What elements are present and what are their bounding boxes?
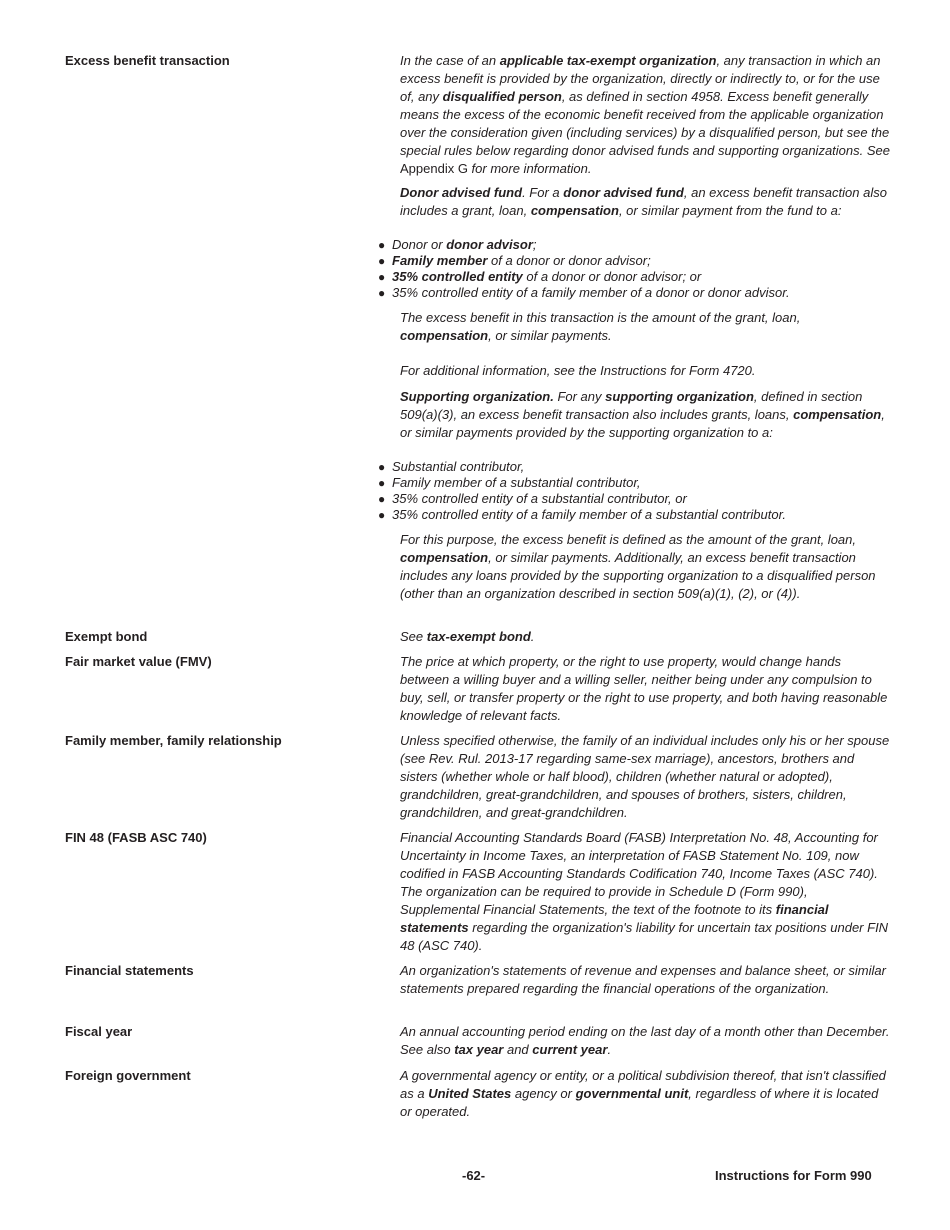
definition-exempt-bond: See tax-exempt bond.: [400, 629, 535, 644]
term-family-member: Family member, family relationship: [65, 733, 282, 748]
definition-fair-market-value: The price at which property, or the right to use property, would change hands between a willing buyer and a willing seller, neither being under any compulsion to buy, sell, or transfer property or the right to use property, and both having reasonable knowledge of relevant facts.: [400, 654, 888, 723]
list-item: ● Substantial contributor,: [378, 459, 525, 474]
list-item: ● 35% controlled entity of a substantial contributor, or: [378, 491, 687, 506]
list-item: ● 35% controlled entity of a donor or donor advisor; or: [378, 269, 702, 284]
link-tax-exempt-bond[interactable]: tax-exempt bond: [426, 629, 531, 644]
list-item: ● 35% controlled entity of a family member of a substantial contributor.: [378, 507, 787, 522]
bullet-icon: ●: [378, 270, 386, 284]
bullet-icon: ●: [378, 492, 386, 506]
bullet-icon: ●: [378, 460, 386, 474]
additional-information: For additional information, see the Instructions for Form 4720.: [400, 363, 756, 378]
list-item: ● 35% controlled entity of a family member of a donor or donor advisor.: [378, 285, 790, 300]
definition-foreign-government: A governmental agency or entity, or a political subdivision thereof, that isn't classified as a United States agency or governmental unit, regardless of where it is located or operated.: [400, 1068, 886, 1119]
supporting-organization-bullet-list: [378, 459, 898, 523]
document-title: Instructions for Form 990: [715, 1168, 872, 1183]
supporting-organization-after: For this purpose, the excess benefit is defined as the amount of the grant, loan, compensation, or similar payments. Additionally, an excess benefit transaction includes any loans provided by the supporting organization to a disqualified person (other than an organization described in section 509(a)(1), (2), or (4)).: [400, 532, 876, 601]
link-supporting-organization[interactable]: supporting organization: [605, 389, 754, 404]
definition-family-member: Unless specified otherwise, the family of an individual includes only his or her spouse (see Rev. Rul. 2013-17 regarding same-sex marriage), ancestors, brothers and sisters (whether whole or half blood), children (whether natural or adopted), grandchildren, great-grandchildren, and spouses of brothers, sisters, children, grandchildren, and great-grandchildren.: [400, 733, 890, 820]
donor-advised-fund-heading: Donor advised fund: [400, 185, 523, 200]
link-compensation[interactable]: compensation: [530, 203, 619, 218]
excess-benefit-paragraph: In the case of an applicable tax-exempt organization, any transaction in which an excess benefit is provided by the organization, directly or indirectly to, or for the use of, any disqualified person, as defined in section 4958. Excess benefit generally means the excess of the economic benefit received from the applicable organization over the consideration given (including services) by a disqualified person, but see the special rules below regarding donor advised funds and supporting organizations. See Appendix G for more information.: [400, 53, 890, 176]
link-appendix-g[interactable]: Appendix G: [400, 161, 468, 176]
bullet-icon: ●: [378, 254, 386, 268]
list-item: ● Donor or donor advisor;: [378, 237, 537, 252]
definition-excess-benefit: [400, 52, 890, 178]
term-fiscal-year: Fiscal year: [65, 1024, 133, 1039]
donor-advised-fund-intro: Donor advised fund. For a donor advised fund, an excess benefit transaction also includes a grant, loan, compensation, or similar payment from the fund to a:: [400, 185, 887, 218]
term-fair-market-value: Fair market value (FMV): [65, 654, 212, 669]
page-number: -62-: [462, 1168, 486, 1183]
donor-advised-fund-after: The excess benefit in this transaction is the amount of the grant, loan, compensation, or similar payments.: [400, 310, 801, 343]
bullet-icon: ●: [378, 238, 386, 252]
term-fin-48: FIN 48 (FASB ASC 740): [65, 830, 207, 845]
link-compensation[interactable]: compensation: [793, 407, 882, 422]
definition-financial-statements: An organization's statements of revenue and expenses and balance sheet, or similar statements prepared regarding the financial operations of the organization.: [400, 963, 886, 996]
term-excess-benefit-transaction: Excess benefit transaction: [65, 53, 230, 68]
definition-fiscal-year: An annual accounting period ending on the last day of a month other than December. See also tax year and current year.: [400, 1024, 890, 1057]
term-financial-statements: Financial statements: [65, 963, 194, 978]
link-applicable-tax-exempt-organization[interactable]: applicable tax-exempt organization: [499, 53, 717, 68]
link-family-member[interactable]: Family member: [392, 253, 488, 268]
definition-fin-48: Financial Accounting Standards Board (FASB) Interpretation No. 48, Accounting for Uncertainty in Income Taxes, an interpretation of FASB Statement No. 109, now codified in FASB Accounting Standards Codification 740, Income Taxes (ASC 740). The organization can be required to provide in Schedule D (Form 990), Supplemental Financial Statements, the text of the footnote to its financial statements regarding the organization's liability for uncertain tax positions under FIN 48 (ASC 740).: [400, 830, 889, 953]
term-exempt-bond: Exempt bond: [65, 629, 148, 644]
bullet-icon: ●: [378, 286, 386, 300]
term-foreign-government: Foreign government: [65, 1068, 191, 1083]
bullet-icon: ●: [378, 508, 386, 522]
link-donor-advised-fund[interactable]: donor advised fund: [563, 185, 684, 200]
link-donor-advisor[interactable]: donor advisor: [446, 237, 533, 252]
link-35-controlled-entity[interactable]: 35% controlled entity: [392, 269, 523, 284]
link-financial-statements[interactable]: financial statements: [400, 902, 829, 935]
link-united-states[interactable]: United States: [428, 1086, 512, 1101]
donor-advised-fund-bullet-list: [378, 237, 898, 301]
supporting-organization-heading: Supporting organization.: [400, 389, 554, 404]
list-item: ● Family member of a donor or donor advisor;: [378, 253, 651, 268]
link-current-year[interactable]: current year: [532, 1042, 608, 1057]
bullet-icon: ●: [378, 476, 386, 490]
link-disqualified-person[interactable]: disqualified person: [442, 89, 562, 104]
link-compensation[interactable]: compensation: [400, 550, 489, 565]
supporting-organization-intro: Supporting organization. For any supporting organization, defined in section 509(a)(3), an excess benefit transaction also includes grants, loans, compensation, or similar payments provided by the supporting organization to a:: [400, 389, 885, 440]
link-tax-year[interactable]: tax year: [454, 1042, 504, 1057]
list-item: ● Family member of a substantial contributor,: [378, 475, 641, 490]
link-governmental-unit[interactable]: governmental unit: [575, 1086, 689, 1101]
link-compensation[interactable]: compensation: [400, 328, 489, 343]
